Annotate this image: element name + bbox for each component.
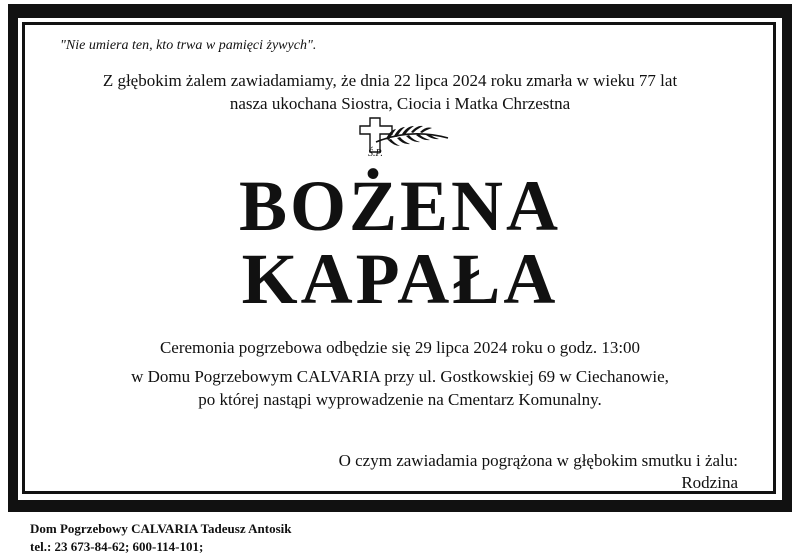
death-announcement-line-1: Z głębokim żalem zawiadamiamy, że dnia 22 lipca 2024 roku zmarła w wieku 77 lat xyxy=(102,71,678,90)
ceremony-line-2: w Domu Pogrzebowym CALVARIA przy ul. Gostkowskiej 69 w Ciechanowie, xyxy=(131,367,669,386)
deceased-last-name: KAPAŁA xyxy=(241,239,559,319)
ceremony-line-3: po której nastąpi wyprowadzenie na Cmentarz Komunalny. xyxy=(198,390,602,409)
sp-label: Ś.P. xyxy=(368,148,383,159)
funeral-home-phone: tel.: 23 673-84-62; 600-114-101; xyxy=(30,539,204,554)
cross-with-palm-branch-icon xyxy=(340,112,460,164)
ceremony-line-1: Ceremonia pogrzebowa odbędzie się 29 lipca 2024 roku o godz. 13:00 xyxy=(159,338,641,357)
closing-statement: O czym zawiadamia pogrążona w głębokim smutku i żalu: xyxy=(338,451,738,470)
funeral-home-name: Dom Pogrzebowy CALVARIA Tadeusz Antosik xyxy=(30,521,292,536)
memorial-motto: "Nie umiera ten, kto trwa w pamięci żywych". xyxy=(60,38,317,53)
family-signature: Rodzina xyxy=(681,473,738,492)
deceased-first-name: BOŻENA xyxy=(238,166,562,246)
death-announcement-line-2: nasza ukochana Siostra, Ciocia i Matka Chrzestna xyxy=(229,94,571,113)
